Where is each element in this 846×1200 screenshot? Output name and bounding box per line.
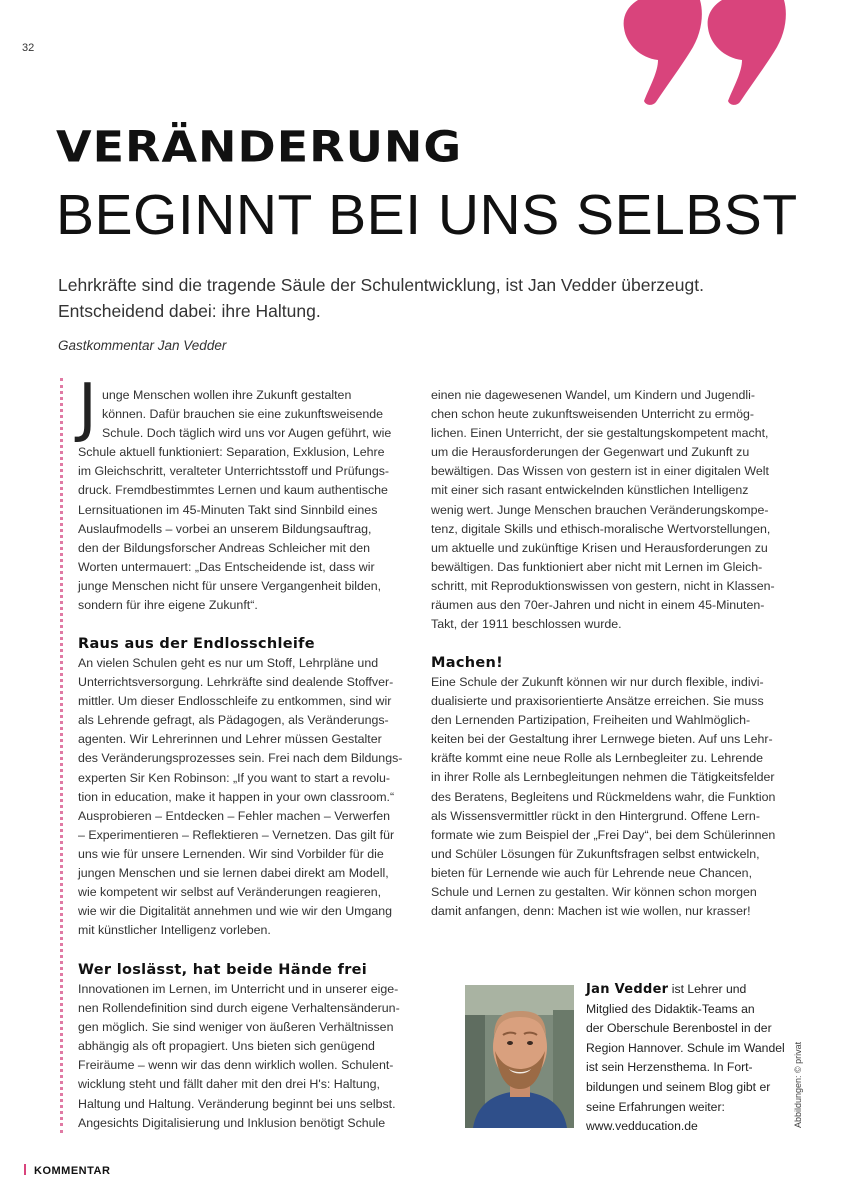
text-line: An vielen Schulen geht es nur um Stoff, Lehrpläne und bbox=[78, 656, 379, 670]
text-line: als Wissensvermittler rückt in den Hintergrund. Offene Lern- bbox=[431, 808, 760, 823]
text-line: abhängig als oft propagiert. Uns bieten sich genügend bbox=[78, 1039, 375, 1054]
text-line: schritt, mit Reproduktionswissen von gestern, nicht in Klassen- bbox=[431, 578, 775, 593]
title-line-2: BEGINNT BEI UNS SELBST bbox=[56, 183, 798, 247]
byline: Gastkommentar Jan Vedder bbox=[58, 338, 227, 353]
text-line: nen Rollendefinition sind durch eigene Verhaltensänderun- bbox=[78, 1001, 400, 1016]
bio-line: Region Hannover. Schule im Wandel bbox=[586, 1040, 785, 1055]
image-credit: Abbildungen: © privat bbox=[793, 1041, 803, 1128]
text-line: Innovationen im Lernen, im Unterricht und in unserer eige- bbox=[78, 982, 399, 996]
section-paragraph-wer bbox=[78, 980, 418, 1133]
text-line: räumen aus den 70er-Jahren und nicht in einem 45-Minuten- bbox=[431, 598, 765, 613]
text-line: Unterrichtsversorgung. Lehrkräfte sind dealende Stoffver- bbox=[78, 675, 394, 690]
bio-line: seine Erfahrungen weiter: bbox=[586, 1099, 725, 1114]
text-line: und Schüler Lösungen für Zukunftsfragen selbst entwickeln, bbox=[431, 846, 760, 861]
text-line: mit einer sich rasant entwickelnden künstlichen Intelligenz bbox=[431, 483, 749, 498]
text-line: Worten untermauert: „Das Entscheidende ist, dass wir bbox=[78, 559, 375, 574]
text-line: Eine Schule der Zukunft können wir nur durch flexible, indivi- bbox=[431, 675, 764, 689]
text-line: formate wie zum Beispiel der „Frei Day“, bei dem Schülerinnen bbox=[431, 827, 776, 842]
text-line: Schule aktuell funktioniert: Separation, Exklusion, Lehre bbox=[78, 445, 385, 460]
text-line: Schule und Lernen zu gestalten. Wir können schon morgen bbox=[431, 885, 757, 900]
text-line: Takt, der 1911 beschlossen wurde. bbox=[431, 617, 622, 632]
text-line: experten Sir Ken Robinson: „If you want to start a revolu- bbox=[78, 770, 390, 785]
title-line-1: VERÄNDERUNG bbox=[56, 122, 463, 172]
right-column-paragraph bbox=[431, 386, 787, 634]
text-line: des Veränderungsprozesses sein. Frei nach dem Bildungs- bbox=[78, 751, 403, 766]
text-line: im Gleichschritt, veralteter Unterrichtsstoff und Prüfungs- bbox=[78, 464, 390, 479]
footer-accent-bar bbox=[24, 1164, 26, 1175]
intro-paragraph bbox=[78, 386, 418, 615]
text-line: unge Menschen wollen ihre Zukunft gestalten bbox=[102, 388, 352, 402]
text-line: wicklung steht und fällt daher mit den drei H's: Haltung, bbox=[78, 1077, 380, 1092]
section-heading-raus: Raus aus der Endlosschleife bbox=[78, 636, 315, 652]
text-line: Haltung und Haltung. Veränderung beginnt bei uns selbst. bbox=[78, 1096, 396, 1111]
text-line: sondern für ihre eigene Zukunft“. bbox=[78, 598, 258, 613]
bio-line: ist sein Herzensthema. In Fort- bbox=[586, 1060, 753, 1075]
section-heading-wer: Wer loslässt, hat beide Hände frei bbox=[78, 962, 368, 978]
text-line: gen möglich. Sie sind weniger von äußeren Verhältnissen bbox=[78, 1020, 394, 1035]
text-line: dualisierte und praxisorientierte Ansätze erreichen. Sie muss bbox=[431, 694, 764, 709]
bio-author-name: Jan Vedder bbox=[586, 982, 669, 997]
text-line: Angesichts Digitalisierung und Inklusion benötigt Schule bbox=[78, 1115, 386, 1130]
text-line: chen schon heute zukunftsweisenden Unterricht zu ermög- bbox=[431, 407, 755, 422]
text-line: Freiräume – wenn wir das denn wirklich wollen. Schulent- bbox=[78, 1058, 394, 1073]
text-line: Ausprobieren – Entdecken – Fehler machen – Verwerfen bbox=[78, 808, 391, 823]
text-line: den der Bildungsforscher Andreas Schleicher mit den bbox=[78, 540, 371, 555]
text-line: bewältigen. Das Wissen von gestern ist in einer digitalen Welt bbox=[431, 464, 769, 479]
section-paragraph-machen bbox=[431, 673, 787, 921]
text-line: mittler. Um dieser Endlosschleife zu entkommen, sind wir bbox=[78, 694, 392, 709]
text-line: agenten. Wir Lehrerinnen und Lehrer müssen Gestalter bbox=[78, 732, 382, 747]
dotted-divider bbox=[60, 378, 63, 1133]
bio-first-line-text: ist Lehrer und bbox=[668, 982, 747, 996]
text-line: keiten bei der Gestaltung ihrer Lernwege bieten. Auf uns Lehr- bbox=[431, 732, 773, 747]
text-line: Lernsituationen im 45-Minuten Takt sind Sinnbild eines bbox=[78, 502, 378, 517]
bio-line: Mitglied des Didaktik-Teams an bbox=[586, 1001, 755, 1016]
author-website-link[interactable]: www.vedducation.de bbox=[586, 1119, 698, 1134]
author-portrait bbox=[465, 985, 574, 1128]
text-line: junge Menschen nicht für unsere Vergangenheit bilden, bbox=[78, 578, 382, 593]
lead-line: Lehrkräfte sind die tragende Säule der Schulentwicklung, ist Jan Vedder überzeugt. bbox=[58, 275, 704, 295]
section-label: KOMMENTAR bbox=[34, 1165, 111, 1177]
text-line: wie wir die Digitalität annehmen und wie wir den Umgang bbox=[78, 904, 393, 919]
text-line: als Lehrende gefragt, als Pädagogen, als Veränderungs- bbox=[78, 713, 389, 728]
bio-first-line bbox=[586, 980, 786, 1000]
text-line: kräfte kommt eine neue Rolle als Lernbegleiter zu. Lehrende bbox=[431, 751, 763, 766]
text-line: des Beratens, Begleitens und Rückmeldens wahr, die Funktion bbox=[431, 789, 776, 804]
text-line: einen nie dagewesenen Wandel, um Kindern und Jugendli- bbox=[431, 388, 755, 402]
page-number: 32 bbox=[22, 42, 35, 54]
section-heading-machen: Machen! bbox=[431, 655, 504, 671]
drop-cap: J bbox=[78, 371, 97, 445]
text-line: in ihrer Rolle als Lernbegleitungen nehmen die Tätigkeitsfelder bbox=[431, 770, 775, 785]
section-footer bbox=[24, 1164, 110, 1177]
text-line: mit künstlicher Intelligenz vorleben. bbox=[78, 923, 271, 938]
text-line: den Lernenden Partizipation, Freiheiten und Wahlmöglich- bbox=[431, 713, 751, 728]
text-line: – Experimentieren – Reflektieren – Vernetzen. Das gilt für bbox=[78, 827, 395, 842]
lead-line: Entscheidend dabei: ihre Haltung. bbox=[58, 301, 321, 321]
text-line: können. Dafür brauchen sie eine zukunftsweisende bbox=[102, 407, 384, 422]
text-line: lichen. Einen Unterricht, der sie gestaltungskompetent macht, bbox=[431, 426, 769, 441]
text-line: um aktuelle und zukünftige Krisen und Herausforderungen zu bbox=[431, 540, 768, 555]
text-line: Schule. Doch täglich wird uns vor Augen geführt, wie bbox=[102, 426, 392, 441]
text-line: wie kompetent wir selbst auf Veränderungen reagieren, bbox=[78, 885, 382, 900]
text-line: um die Herausforderungen der Gegenwart und Zukunft zu bbox=[431, 445, 750, 460]
author-bio bbox=[586, 980, 786, 1137]
quote-mark-icon bbox=[618, 0, 788, 110]
text-line: uns wie für unsere Lernenden. Wir sind Vorbilder für die bbox=[78, 846, 384, 861]
bio-line: der Oberschule Berenbostel in der bbox=[586, 1021, 772, 1036]
text-line: wenig wert. Junge Menschen brauchen Veränderungskompe- bbox=[431, 502, 769, 517]
text-line: druck. Fremdbestimmtes Lernen und kaum authentische bbox=[78, 483, 388, 498]
lead-paragraph bbox=[58, 272, 758, 324]
text-line: bewältigen. Das funktioniert aber nicht mit Lernen im Gleich- bbox=[431, 559, 763, 574]
portrait-illustration bbox=[465, 985, 574, 1128]
section-paragraph-raus bbox=[78, 654, 418, 940]
text-line: Auslaufmodells – vorbei an unserem Bildungsauftrag, bbox=[78, 521, 372, 536]
text-line: jungen Menschen und sie lernen dabei direkt am Modell, bbox=[78, 866, 389, 881]
text-line: bieten für Lernende wie auch für Lehrende neue Chancen, bbox=[431, 865, 753, 880]
text-line: tion in education, make it happen in your own classroom.“ bbox=[78, 789, 395, 804]
text-line: tenz, digitale Skills und ethisch-moralische Wertvorstellungen, bbox=[431, 521, 771, 536]
text-line: damit anfangen, denn: Machen ist wie wollen, nur krasser! bbox=[431, 904, 751, 919]
bio-line: bildungen und seinem Blog gibt er bbox=[586, 1079, 771, 1094]
